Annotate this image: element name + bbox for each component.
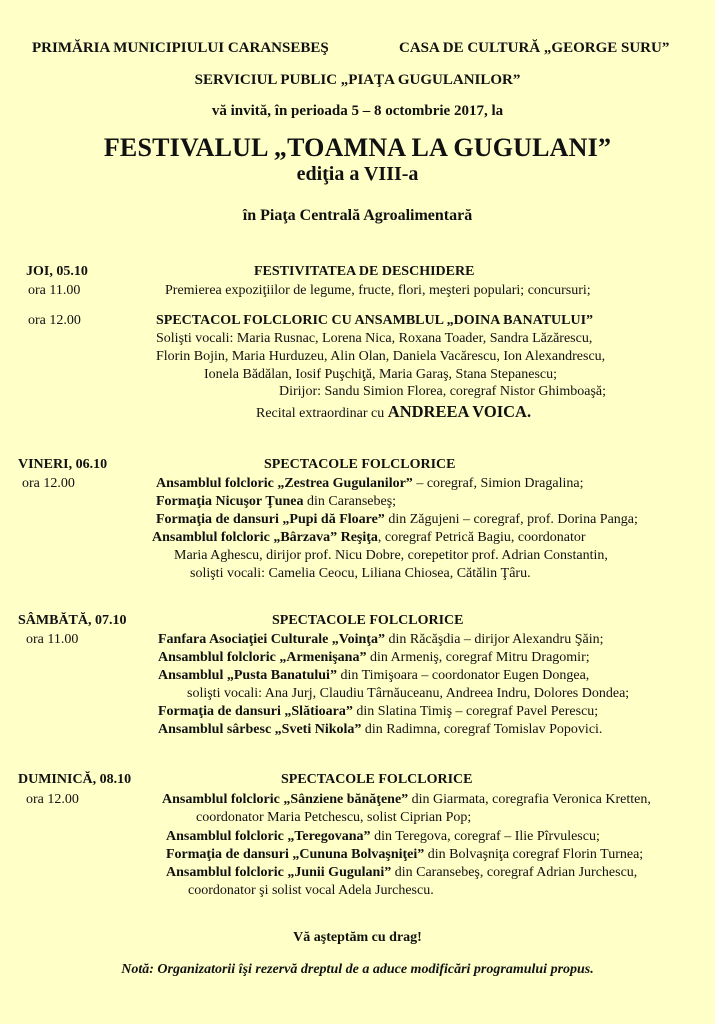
ensemble-details: din Timişoara – coordonator Eugen Dongea, xyxy=(336,668,590,683)
day-label: VINERI, 06.10 xyxy=(18,457,108,472)
organizer-public-service: SERVICIUL PUBLIC „PIAŢA GUGULANILOR” xyxy=(194,72,521,88)
ensemble-name: Ansamblul sârbesc „Sveti Nikola” xyxy=(158,722,362,737)
organizer-note: Notă: Organizatorii îşi rezervă dreptul de a aduce modificări programului propus. xyxy=(121,962,594,977)
event-line: Maria Aghescu, dirijor prof. Nicu Dobre, corepetitor prof. Adrian Constantin, xyxy=(174,548,608,563)
ensemble-details: din Slatina Timiş – coregraf Pavel Perescu; xyxy=(352,704,599,719)
event-line xyxy=(158,722,602,738)
recital-artist: ANDREEA VOICA. xyxy=(387,402,532,421)
ensemble-details: din Caransebeş, coregraf Adrian Jurchescu, xyxy=(391,865,638,880)
ensemble-details: din Zăgujeni – coregraf, prof. Dorina Panga; xyxy=(384,512,638,527)
organizer-city-hall: PRIMĂRIA MUNICIPIULUI CARANSEBEŞ xyxy=(32,40,329,56)
event-line xyxy=(156,476,583,492)
festival-location: în Piaţa Centrală Agroalimentară xyxy=(242,207,473,224)
ensemble-details: din Radimna, coregraf Tomislav Popovici. xyxy=(361,722,603,737)
event-time: ora 11.00 xyxy=(26,632,79,647)
invitation-line: vă invită, în perioada 5 – 8 octombrie 2017, la xyxy=(211,103,504,119)
event-line: Florin Bojin, Maria Hurduzeu, Alin Olan, Daniela Vacărescu, Ion Alexandrescu, xyxy=(156,349,606,364)
recital-prefix: Recital extraordinar cu xyxy=(256,406,388,421)
event-line xyxy=(152,530,586,546)
event-heading: SPECTACOLE FOLCLORICE xyxy=(281,772,473,787)
event-line: coordonator şi solist vocal Adela Jurchescu. xyxy=(188,883,434,898)
ensemble-details: din Giarmata, coregrafia Veronica Kretten, xyxy=(408,792,651,807)
day-label: DUMINICĂ, 08.10 xyxy=(18,772,132,787)
ensemble-details: din Caransebeş; xyxy=(303,494,397,509)
event-line xyxy=(158,632,604,648)
ensemble-name: Ansamblul folcloric „Teregovana” xyxy=(166,829,371,844)
organizer-culture-house: CASA DE CULTURĂ „GEORGE SURU” xyxy=(399,40,670,56)
event-heading: SPECTACOLE FOLCLORICE xyxy=(272,613,464,628)
event-line: Ionela Bădălan, Iosif Puşchiţă, Maria Garaş, Stana Stepanescu; xyxy=(204,367,558,382)
ensemble-name: Ansamblul folcloric „Bârzava” Reşiţa xyxy=(152,530,378,545)
festival-title: FESTIVALUL „TOAMNA LA GUGULANI” xyxy=(103,133,612,162)
ensemble-name: Formaţia Nicuşor Ţunea xyxy=(156,494,304,509)
event-line xyxy=(156,512,638,528)
event-line: Solişti vocali: Maria Rusnac, Lorena Nica, Roxana Toader, Sandra Lăzărescu, xyxy=(156,331,593,346)
event-heading: FESTIVITATEA DE DESCHIDERE xyxy=(254,264,475,279)
ensemble-name: Ansamblul folcloric „Armenişana” xyxy=(158,650,367,665)
event-line xyxy=(156,494,396,510)
ensemble-name: Ansamblul folcloric „Sânziene bănăţene” xyxy=(162,792,409,807)
ensemble-details: din Răcăşdia – dirijor Alexandru Şăin; xyxy=(384,632,604,647)
festival-edition: ediţia a VIII-a xyxy=(296,163,419,185)
event-line: Premierea expoziţiilor de legume, fructe, flori, meşteri populari; concursuri; xyxy=(165,283,591,298)
ensemble-name: Formaţia de dansuri „Pupi dă Floare” xyxy=(156,512,385,527)
ensemble-name: Formaţia de dansuri „Slătioara” xyxy=(158,704,353,719)
event-line: solişti vocali: Camelia Ceocu, Liliana Chiosea, Cătălin Ţâru. xyxy=(190,566,531,581)
ensemble-details: din Teregova, coregraf – Ilie Pîrvulescu; xyxy=(370,829,600,844)
event-time: ora 11.00 xyxy=(28,283,81,298)
event-time: ora 12.00 xyxy=(28,313,81,328)
event-line xyxy=(166,847,643,863)
event-line: Dirijor: Sandu Simion Florea, coregraf Nistor Ghimboaşă; xyxy=(279,384,606,399)
ensemble-name: Ansamblul „Pusta Banatului” xyxy=(158,668,337,683)
ensemble-name: Ansamblul folcloric „Zestrea Gugulanilor” xyxy=(156,476,413,491)
ensemble-name: Ansamblul folcloric „Junii Gugulani” xyxy=(166,865,392,880)
event-line xyxy=(158,650,590,666)
ensemble-details: din Armeniş, coregraf Mitru Dragomir; xyxy=(366,650,590,665)
event-heading: SPECTACOL FOLCLORIC CU ANSAMBLUL „DOINA BANATULUI” xyxy=(156,313,594,328)
event-line xyxy=(166,829,600,845)
closing-line: Vă aşteptăm cu drag! xyxy=(293,930,422,945)
ensemble-details: din Bolvaşniţa coregraf Florin Turnea; xyxy=(424,847,644,862)
event-heading: SPECTACOLE FOLCLORICE xyxy=(264,457,456,472)
day-label: SÂMBĂTĂ, 07.10 xyxy=(18,613,127,628)
event-line: solişti vocali: Ana Jurj, Claudiu Târnăuceanu, Andreea Indru, Dolores Dondea; xyxy=(187,686,630,701)
ensemble-details: , coregraf Petrică Bagiu, coordonator xyxy=(377,530,586,545)
recital-line xyxy=(256,402,531,422)
event-line xyxy=(166,865,637,881)
event-line: coordonator Maria Petchescu, solist Ciprian Pop; xyxy=(196,810,472,825)
event-time: ora 12.00 xyxy=(26,792,79,807)
ensemble-name: Fanfara Asociaţiei Culturale „Voinţa” xyxy=(158,632,385,647)
ensemble-details: – coregraf, Simion Dragalina; xyxy=(412,476,584,491)
event-line xyxy=(158,668,589,684)
event-time: ora 12.00 xyxy=(22,476,75,491)
event-line xyxy=(158,704,598,720)
day-label: JOI, 05.10 xyxy=(26,264,88,279)
event-line xyxy=(162,792,651,808)
ensemble-name: Formaţia de dansuri „Cununa Bolvaşniţei” xyxy=(166,847,425,862)
